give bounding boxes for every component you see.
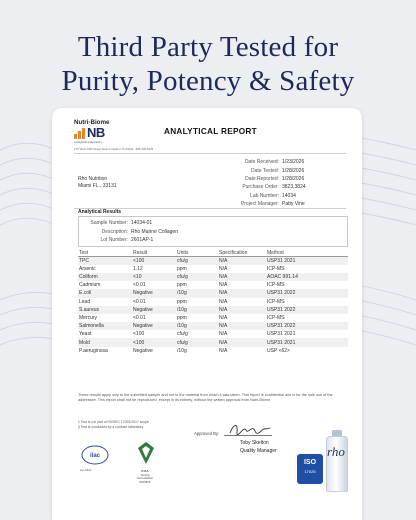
table-cell: P.aeruginosa	[79, 347, 108, 354]
footnote: ‡ Test is not part of ISO/IEC 17025:2017 scope	[78, 420, 149, 424]
ilac-mra-logo	[80, 443, 110, 467]
table-cell: Mercury	[79, 315, 98, 321]
table-cell: N/A	[219, 282, 228, 289]
iso-number: 17025	[304, 469, 316, 474]
meta-label: Date Reported:	[245, 175, 279, 182]
table-cell: TPC	[78, 257, 132, 265]
meta-row	[192, 166, 346, 174]
table-cell: Negative	[132, 322, 176, 330]
table-cell: USP31 2021	[266, 257, 348, 265]
lab-address: 175 West 1465 Street Suite A Ogden UT, 84404 · 385-296-8129	[74, 147, 154, 151]
table-cell: cfu/g	[177, 331, 188, 338]
headline-line-1: Third Party Tested for	[77, 31, 339, 63]
table-cell: N/A	[218, 289, 266, 297]
table-cell: USP <62>	[267, 347, 290, 354]
pjla-caption	[132, 470, 158, 484]
table-cell: ICP-MS	[267, 282, 285, 289]
meta-label: Date Tested:	[251, 167, 279, 174]
disclaimer-text: These results apply only to the submitted sample and not to the material from which it was taken. This report is confidential and is for the sole use of the addressee. This report shall not be reproduced, except in its entirety, without the written approval from Nutri-Biome.	[78, 393, 333, 402]
sample-value: 2601AP-1	[131, 237, 154, 244]
table-row	[78, 322, 348, 330]
svg-text:ilac: ilac	[89, 453, 101, 459]
client-info	[78, 176, 117, 190]
table-cell: N/A	[218, 338, 266, 346]
table-cell: <0.01	[133, 315, 146, 321]
table-cell: N/A	[219, 298, 228, 305]
meta-label: Lab Number:	[250, 192, 279, 199]
table-cell: N/A	[218, 257, 266, 265]
pjla-name: PJLA	[141, 469, 149, 473]
table-row	[78, 338, 348, 346]
table-cell: USP31 2022	[266, 322, 348, 330]
table-cell: <100	[132, 338, 176, 346]
sample-row	[79, 228, 347, 237]
sample-label: Description:	[101, 228, 128, 235]
pjla-type: Testing	[140, 472, 150, 477]
table-cell: Coliform	[78, 273, 132, 281]
table-row	[78, 289, 348, 297]
table-cell: Arsenic	[79, 265, 96, 272]
table-cell: ppm	[177, 265, 187, 272]
table-row	[78, 257, 348, 265]
table-cell: <0.01	[133, 298, 146, 305]
client-location: Miami FL., 33131	[78, 183, 117, 189]
divider	[74, 153, 346, 154]
approved-by-label: Approved By:	[194, 431, 220, 436]
meta-row	[192, 175, 346, 183]
table-cell: USP31 2022	[266, 289, 348, 297]
table-cell: ppm	[177, 282, 187, 289]
sample-row	[79, 236, 347, 245]
table-cell: N/A	[219, 347, 228, 354]
client-name: Rho Nutrition	[78, 176, 108, 182]
table-cell: N/A	[219, 331, 228, 338]
table-cell: Mold	[78, 338, 132, 346]
bar-graph-icon	[74, 128, 85, 139]
table-row	[78, 298, 348, 306]
headline-line-2: Purity, Potency & Safety	[61, 65, 355, 97]
table-cell: N/A	[219, 315, 228, 321]
meta-value: 14034	[282, 192, 296, 199]
headline	[0, 30, 416, 98]
table-cell: cfu/g	[176, 338, 218, 346]
signer-name: Toby Skelton	[240, 440, 269, 446]
table-cell: S.aureus	[78, 306, 132, 314]
signature-line	[224, 435, 272, 436]
table-cell: ppm	[177, 298, 187, 305]
report-meta	[192, 158, 346, 208]
table-cell: /10g	[177, 347, 187, 354]
table-cell: N/A	[218, 273, 266, 281]
table-cell: N/A	[218, 306, 266, 314]
table-row	[78, 273, 348, 281]
meta-row	[192, 158, 346, 166]
table-cell: 1.12	[133, 265, 143, 272]
results-table	[78, 249, 348, 355]
meta-row	[192, 183, 346, 191]
table-cell: USP31 2021	[266, 338, 348, 346]
table-cell: cfu/g	[176, 257, 218, 265]
meta-label: Date Received:	[244, 159, 279, 166]
sample-info-box	[78, 216, 348, 247]
product-label: rho	[327, 444, 345, 459]
meta-value: 1/23/2026	[282, 159, 305, 166]
signer-block	[240, 439, 277, 455]
sample-label: Lot Number:	[100, 237, 128, 244]
table-row	[78, 306, 348, 314]
column-header: Units	[176, 249, 218, 257]
meta-label: Project Manager:	[240, 201, 279, 208]
signer-title: Quality Manager	[240, 448, 277, 454]
analytical-report-sheet	[52, 108, 362, 520]
table-cell: cfu/g	[176, 273, 218, 281]
pjla-logo	[136, 440, 156, 466]
table-row	[78, 314, 348, 322]
report-title: ANALYTICAL REPORT	[164, 127, 257, 136]
table-row	[78, 330, 348, 338]
footnotes	[78, 420, 149, 430]
table-cell: /10g	[176, 322, 218, 330]
ilac-caption: ilac-MRA	[80, 468, 92, 472]
pjla-number: Accreditation #109605	[136, 476, 154, 484]
sample-value: 14034-01	[131, 220, 153, 227]
brand-subtitle: Analytical Laboratory	[74, 140, 103, 144]
table-cell: Yeast	[79, 331, 92, 338]
sample-label: Sample Number:	[90, 220, 128, 227]
meta-value: 3823,3824	[282, 184, 306, 191]
table-cell: Negative	[132, 289, 176, 297]
table-cell: USP31 2022	[266, 306, 348, 314]
table-cell: ppm	[177, 315, 187, 321]
table-cell: Negative	[132, 306, 176, 314]
column-header: Result	[132, 249, 176, 257]
column-header: Method	[266, 249, 348, 257]
meta-value: Patty Vine	[282, 201, 305, 208]
iso-label: ISO	[303, 459, 317, 466]
table-cell: <10	[132, 273, 176, 281]
column-header: Specification	[218, 249, 266, 257]
table-cell: USP31 2021	[267, 331, 296, 338]
brand-name: Nutri-Biome	[74, 119, 110, 126]
table-cell: /10g	[176, 289, 218, 297]
table-cell: <100	[132, 257, 176, 265]
brand-logo	[74, 127, 154, 139]
table-row	[78, 265, 348, 273]
table-cell: <100	[133, 331, 145, 338]
column-header: Test	[78, 249, 132, 257]
table-cell: N/A	[218, 322, 266, 330]
meta-value: 1/28/2026	[282, 175, 305, 182]
meta-row	[192, 192, 346, 200]
table-header-row	[78, 249, 348, 257]
table-cell: ICP-MS	[267, 315, 285, 321]
table-cell: Salmonella	[78, 322, 132, 330]
table-cell: Lead	[79, 298, 91, 305]
table-cell: E.coli	[78, 289, 132, 297]
sample-row	[79, 219, 347, 228]
meta-label: Purchase Order:	[242, 184, 279, 191]
sample-value: Rho Marine Collagen	[131, 228, 178, 235]
table-cell: N/A	[219, 265, 228, 272]
table-cell: <0.01	[133, 282, 146, 289]
brand-logo-text: NB	[87, 125, 105, 140]
table-cell: /10g	[176, 306, 218, 314]
lab-brand	[74, 119, 154, 144]
results-section-title: Analytical Results	[78, 209, 122, 215]
iso-17025-badge	[297, 454, 323, 484]
table-cell: ICP-MS	[267, 265, 285, 272]
table-row	[78, 347, 348, 355]
footnote: § Test is conducted by a contract laboratory	[78, 425, 144, 429]
table-cell: Cadmium	[79, 282, 101, 289]
table-cell: AOAC 991.14	[266, 273, 348, 281]
table-cell: Negative	[133, 347, 153, 354]
table-row	[78, 281, 348, 289]
meta-value: 1/28/2026	[282, 167, 305, 174]
table-cell: ICP-MS	[267, 298, 285, 305]
